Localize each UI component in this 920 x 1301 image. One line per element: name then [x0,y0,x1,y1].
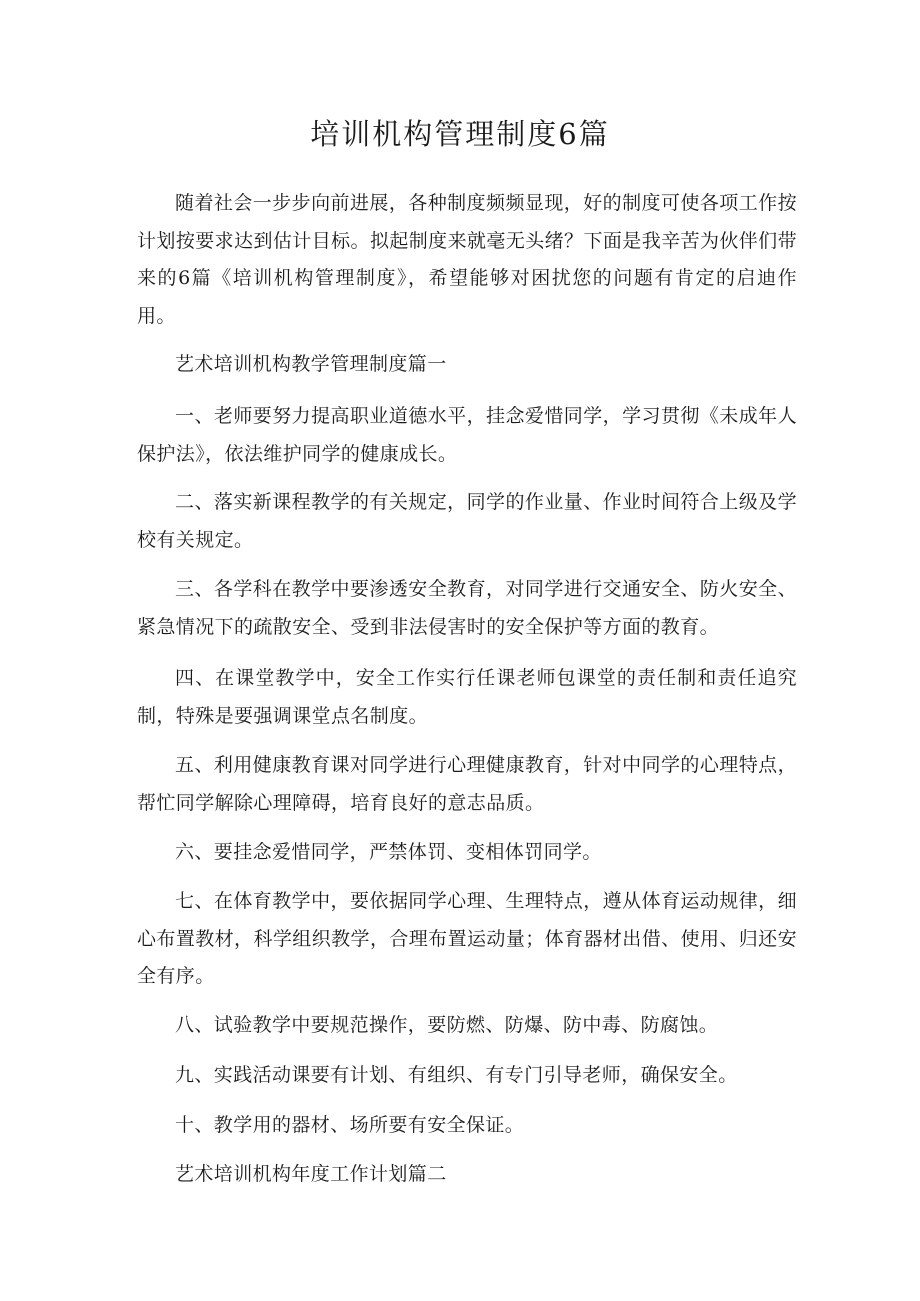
rule-item-4: 四、在课堂教学中，安全工作实行任课老师包课堂的责任制和责任追究制，特殊是要强调课堂点名制度。 [137,667,797,727]
rule-item-8: 八、试验教学中要规范操作，要防燃、防爆、防中毒、防腐蚀。 [175,1014,719,1036]
rule-item-6: 六、要挂念爱惜同学，严禁体罚、变相体罚同学。 [175,841,602,863]
rule-item-2: 二、落实新课程教学的有关规定，同学的作业量、作业时间符合上级及学校有关规定。 [137,491,797,551]
intro-paragraph: 随着社会一步步向前进展，各种制度频频显现，好的制度可使各项工作按计划按要求达到估计目标。拟起制度来就毫无头绪？下面是我辛苦为伙伴们带来的6篇《培训机构管理制度》，希望能够对困扰您的问题有肯定的启迪作用。 [137,192,797,327]
rule-item-9: 九、实践活动课要有计划、有组织、有专门引导老师，确保安全。 [175,1064,738,1086]
rule-item-1: 一、老师要努力提高职业道德水平，挂念爱惜同学，学习贯彻《未成年人保护法》，依法维护同学的健康成长。 [137,405,797,465]
rule-item-7: 七、在体育教学中，要依据同学心理、生理特点，遵从体育运动规律，细心布置教材，科学组织教学，合理布置运动量；体育器材出借、使用、归还安全有序。 [137,890,797,987]
section-heading-1: 艺术培训机构教学管理制度篇一 [175,353,447,375]
document-title: 培训机构管理制度6篇 [310,117,610,151]
section-heading-2: 艺术培训机构年度工作计划篇二 [175,1163,447,1185]
rule-item-3: 三、各学科在教学中要渗透安全教育，对同学进行交通安全、防火安全、紧急情况下的疏散安全、受到非法侵害时的安全保护等方面的教育。 [137,578,797,638]
rule-item-10: 十、教学用的器材、场所要有安全保证。 [175,1114,525,1136]
rule-item-5: 五、利用健康教育课对同学进行心理健康教育，针对中同学的心理特点，帮忙同学解除心理障碍，培育良好的意志品质。 [137,754,797,814]
